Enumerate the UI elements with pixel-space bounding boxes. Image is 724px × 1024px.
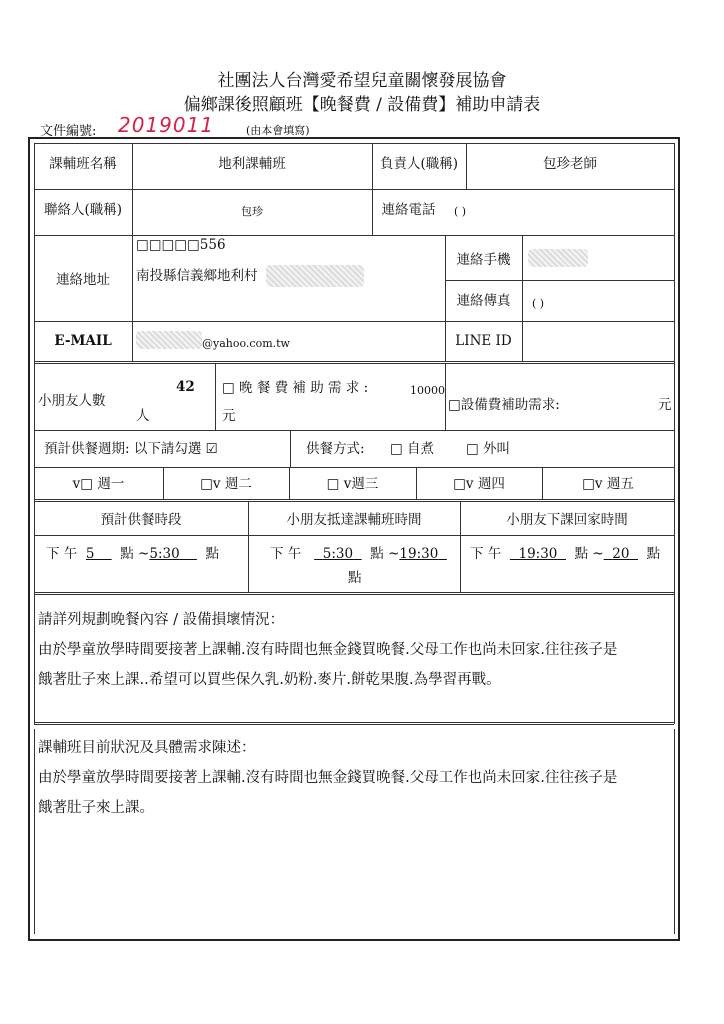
- arrival-time-header: 小朋友抵達課輔班時間: [286, 512, 422, 528]
- fax-value: ( ): [532, 297, 545, 310]
- doc-no-note: (由本會填寫): [246, 124, 310, 137]
- application-form: [28, 137, 680, 941]
- dinner-plan-line2: 餓著肚子來上課..希望可以買些保久乳.奶粉.麥片.餅乾果腹.為學習再戰。: [38, 672, 501, 688]
- day-friday[interactable]: □v 週五: [582, 476, 634, 492]
- line-id-label: LINE ID: [455, 333, 512, 349]
- current-status-line2: 餓著肚子來上課。: [38, 800, 154, 816]
- redacted-email: [136, 331, 202, 349]
- dinner-subsidy-unit: 元: [222, 408, 236, 424]
- dinner-plan-section: [38, 605, 678, 695]
- contact-value: 包珍: [241, 205, 263, 218]
- departure-time-header: 小朋友下課回家時間: [506, 512, 628, 528]
- class-name-value: 地利課輔班: [218, 156, 286, 172]
- doc-no-label: 文件編號:: [40, 124, 97, 139]
- arrival-time-suffix: 點: [348, 570, 362, 586]
- day-thursday[interactable]: □v 週四: [453, 476, 505, 492]
- day-tuesday[interactable]: □v 週二: [200, 476, 252, 492]
- current-status-title: 課輔班目前狀況及具體需求陳述：: [38, 740, 256, 756]
- postal-code: □□□□□556: [136, 237, 226, 253]
- contact-label: 聯絡人(職稱): [43, 202, 123, 218]
- address-value: 南投縣信義鄉地利村: [136, 268, 258, 284]
- meal-schedule-label: 預計供餐週期: 以下請勾選 ☑: [44, 441, 218, 457]
- kids-count-label: 小朋友人數: [38, 393, 106, 409]
- kids-count-value: 42: [176, 379, 195, 395]
- day-wednesday[interactable]: □ v週三: [326, 476, 379, 492]
- meal-method-order-out[interactable]: □ 外叫: [466, 441, 511, 457]
- dinner-plan-line1: 由於學童放學時間要接著上課輔.沒有時間也無金錢買晚餐.父母工作也尚未回家.往往孩子是: [38, 642, 618, 658]
- dinner-subsidy-label: □ 晚 餐 費 補 助 需 求 :: [222, 380, 369, 396]
- dinner-plan-title: 請詳列規劃晚餐內容 / 設備損壞情況：: [38, 612, 285, 628]
- current-status-line1: 由於學童放學時間要接著上課輔.沒有時間也無金錢買晚餐.父母工作也尚未回家.往往孩子是: [38, 770, 618, 786]
- class-name-label: 課輔班名稱: [49, 156, 117, 172]
- redacted-mobile: [528, 249, 588, 267]
- current-status-section: [38, 733, 678, 823]
- arrival-time-value: 下 午 5:30 點 ~19:30: [270, 546, 439, 562]
- email-label: E-MAIL: [54, 333, 112, 349]
- manager-value: 包珍老師: [543, 156, 597, 172]
- meal-method-self-cook[interactable]: □ 自煮: [390, 441, 435, 457]
- doc-no-handwritten: 2019011: [118, 113, 215, 137]
- redacted-address: [266, 265, 364, 287]
- form-title: 偏鄉課後照顧班【晚餐費 / 設備費】補助申請表: [183, 95, 541, 115]
- manager-label: 負責人(職稱): [379, 156, 459, 172]
- org-title: 社團法人台灣愛希望兒童關懷發展協會: [217, 71, 507, 91]
- meal-method-label: 供餐方式:: [306, 441, 365, 457]
- departure-time-value: 下 午 19:30 點 ~ 20 點: [470, 546, 661, 562]
- phone-value: ( ): [454, 205, 467, 218]
- meal-time-header: 預計供餐時段: [100, 512, 182, 528]
- dinner-subsidy-value: 10000: [410, 384, 445, 397]
- kids-count-unit: 人: [136, 408, 150, 424]
- meal-time-value: 下 午 5 點 ~5:30 點: [46, 546, 219, 562]
- equipment-subsidy-label: □設備費補助需求:: [448, 397, 560, 413]
- phone-label: 連絡電話: [381, 202, 436, 218]
- mobile-label: 連絡手機: [456, 252, 511, 268]
- address-label: 連絡地址: [56, 272, 110, 288]
- day-monday[interactable]: v□ 週一: [72, 476, 125, 492]
- email-value: @yahoo.com.tw: [202, 337, 290, 350]
- equipment-subsidy-unit: 元: [658, 397, 672, 413]
- fax-label: 連絡傳真: [456, 293, 511, 309]
